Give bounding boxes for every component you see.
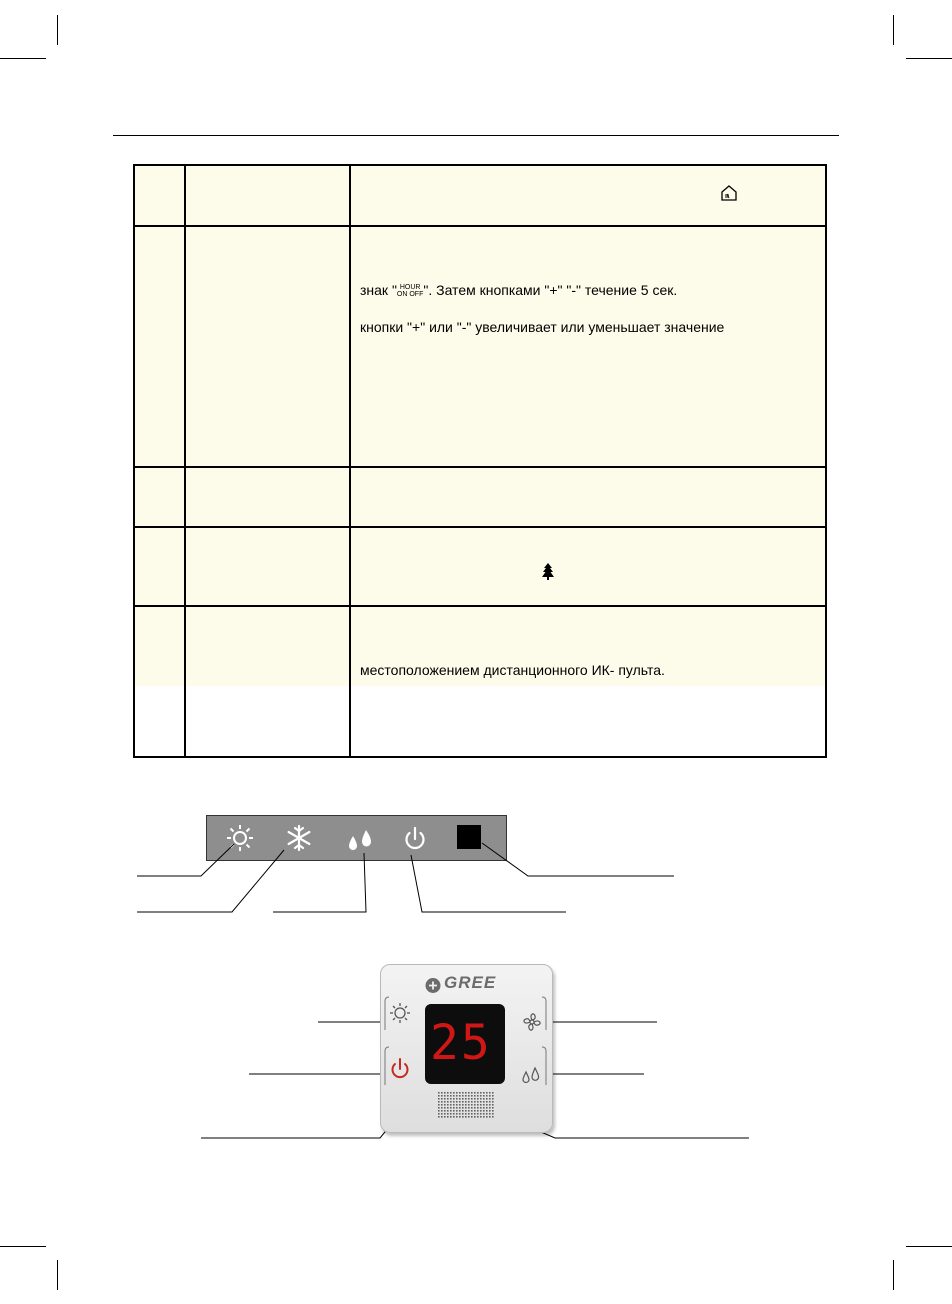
hour-label-top: HOUR — [399, 284, 421, 291]
row2-line1-prefix: знак " — [360, 282, 397, 298]
speaker-grille — [438, 1092, 494, 1118]
power-icon — [389, 1057, 411, 1081]
sun-icon — [389, 1002, 411, 1024]
drops-icon — [520, 1064, 542, 1086]
row2-text-line2: кнопки "+" или "-" увеличивает или уменьшает значение — [360, 319, 725, 335]
fan-icon — [521, 1011, 543, 1033]
gree-brand: GREE — [444, 973, 497, 992]
row2-line1-suffix: ". Затем кнопками "+" "-" течение 5 сек. — [423, 282, 678, 298]
hour-label-bottom: ON OFF — [396, 291, 424, 298]
row5-text-line2: местоположением дистанционного ИК- пульта. — [360, 662, 665, 678]
temperature-display: 25 — [430, 1015, 492, 1071]
